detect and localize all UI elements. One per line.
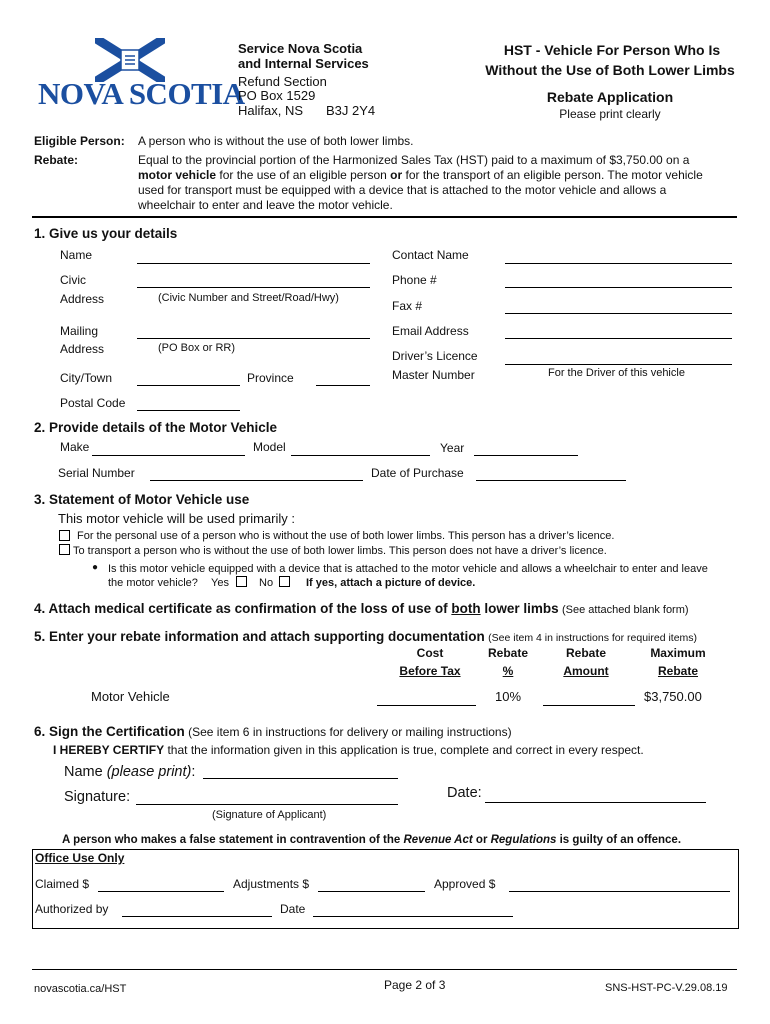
- no-checkbox[interactable]: [279, 576, 290, 587]
- sign-date-field[interactable]: [485, 802, 706, 803]
- cost-field[interactable]: [377, 705, 476, 706]
- transport-text: To transport a person who is without the use of both lower limbs. This person does not have a driver’s licence.: [73, 545, 607, 557]
- section6-title: 6. Sign the Certification (See item 6 in instructions for delivery or mailing instructions): [34, 724, 512, 739]
- fax-field[interactable]: [505, 313, 732, 314]
- usage-lead: This motor vehicle will be used primarily :: [58, 511, 295, 526]
- drivers-licence-field[interactable]: [505, 364, 732, 365]
- rebate-amount-field[interactable]: [543, 705, 635, 706]
- cost-header-2: Before Tax: [399, 664, 461, 678]
- civic-hint: (Civic Number and Street/Road/Hwy): [158, 292, 339, 304]
- mailing-address-field[interactable]: [137, 338, 370, 339]
- form-title-line1: HST - Vehicle For Person Who Is: [503, 42, 721, 58]
- office-use-box: [32, 849, 739, 929]
- office-use-title: Office Use Only: [35, 851, 125, 865]
- divider: [32, 216, 737, 218]
- make-field[interactable]: [92, 455, 245, 456]
- phone-field[interactable]: [505, 287, 732, 288]
- section1-title: 1. Give us your details: [34, 226, 178, 241]
- address-line2: PO Box 1529: [238, 88, 316, 103]
- contact-name-field[interactable]: [505, 263, 732, 264]
- print-note: Please print clearly: [559, 107, 661, 121]
- section5-title: 5. Enter your rebate information and attach supporting documentation (See item 4 in instructions for required items): [34, 629, 698, 644]
- postal-label: Postal Code: [60, 396, 126, 410]
- model-label: Model: [253, 440, 286, 454]
- rebate-pct-header-2: %: [502, 664, 514, 678]
- yes-label: Yes: [211, 577, 229, 589]
- postal-field[interactable]: [137, 410, 240, 411]
- drivers-licence-label-1: Driver’s Licence: [392, 349, 478, 363]
- org-line1: Service Nova Scotia: [238, 41, 363, 56]
- footer-divider: [32, 969, 737, 970]
- form-subtitle: Rebate Application: [546, 89, 674, 105]
- adjustments-label: Adjustments $: [233, 877, 310, 891]
- print-name-label: Name (please print):: [64, 764, 196, 780]
- section4-title: 4. Attach medical certificate as confirmation of the loss of use of both lower limbs (See attached blank form): [34, 601, 689, 616]
- serial-field[interactable]: [150, 480, 363, 481]
- logo-text: NOVA SCOTIA: [38, 76, 245, 111]
- email-label: Email Address: [392, 324, 469, 338]
- claimed-label: Claimed $: [35, 877, 90, 891]
- civic-address-label: Address: [60, 292, 105, 306]
- rebate-amount-header-2: Amount: [563, 664, 609, 678]
- form-title-line2: Without the Use of Both Lower Limbs: [485, 62, 735, 78]
- signature-hint: (Signature of Applicant): [212, 809, 327, 821]
- mailing-address-label: Address: [60, 342, 105, 356]
- max-rebate-header-1: Maximum: [650, 646, 706, 660]
- section2-title: 2. Provide details of the Motor Vehicle: [34, 420, 278, 435]
- mailing-label: Mailing: [60, 324, 99, 338]
- rebate-text-1: Equal to the provincial portion of the Harmonized Sales Tax (HST) paid to a maximum of $3,750.00 on a: [138, 153, 690, 167]
- city-field[interactable]: [137, 385, 240, 386]
- drivers-licence-hint: For the Driver of this vehicle: [548, 367, 685, 379]
- max-rebate-header-2: Rebate: [657, 664, 698, 678]
- po-hint: (PO Box or RR): [158, 342, 236, 354]
- office-date-field[interactable]: [313, 916, 513, 917]
- signature-field[interactable]: [136, 804, 398, 805]
- yes-checkbox[interactable]: [236, 576, 247, 587]
- model-field[interactable]: [291, 455, 430, 456]
- year-label: Year: [440, 441, 465, 455]
- eligible-label: Eligible Person:: [34, 134, 125, 148]
- personal-use-checkbox[interactable]: [59, 530, 70, 541]
- personal-use-text: For the personal use of a person who is without the use of both lower limbs. This person has a driver’s licence.: [77, 530, 615, 542]
- office-date-label: Date: [280, 902, 306, 916]
- approved-field[interactable]: [509, 891, 730, 892]
- approved-label: Approved $: [434, 877, 496, 891]
- date-label: Date:: [447, 785, 482, 801]
- rebate-rate: 10%: [494, 689, 522, 704]
- name-label: Name: [60, 248, 93, 262]
- province-label: Province: [247, 371, 294, 385]
- no-label: No: [259, 577, 274, 589]
- form-code: SNS-HST-PC-V.29.08.19: [605, 982, 728, 994]
- adjustments-field[interactable]: [318, 891, 425, 892]
- contact-name-label: Contact Name: [392, 248, 469, 262]
- civic-address-field[interactable]: [137, 287, 370, 288]
- email-field[interactable]: [505, 338, 732, 339]
- civic-label: Civic: [60, 273, 86, 287]
- device-question-2: the motor vehicle?: [108, 577, 198, 589]
- phone-label: Phone #: [392, 273, 437, 287]
- address-city: Halifax, NS: [238, 103, 304, 118]
- rebate-label: Rebate:: [34, 153, 79, 167]
- page-number: Page 2 of 3: [384, 978, 446, 992]
- name-field[interactable]: [137, 263, 370, 264]
- eligible-text: A person who is without the use of both lower limbs.: [138, 134, 414, 148]
- max-rebate-value: $3,750.00: [644, 689, 702, 704]
- date-purchase-field[interactable]: [476, 480, 626, 481]
- rebate-text-2: motor vehicle for the use of an eligible person or for the transport of an eligible person. The motor vehicle: [138, 168, 703, 182]
- attach-device-note: If yes, attach a picture of device.: [306, 577, 476, 589]
- make-label: Make: [60, 440, 90, 454]
- serial-label: Serial Number: [58, 466, 135, 480]
- footer-url: novascotia.ca/HST: [34, 983, 127, 995]
- address-postal: B3J 2Y4: [326, 103, 376, 118]
- drivers-licence-label-2: Master Number: [392, 368, 475, 382]
- authorized-field[interactable]: [122, 916, 272, 917]
- section3-title: 3. Statement of Motor Vehicle use: [34, 492, 250, 507]
- rebate-amount-header-1: Rebate: [565, 646, 606, 660]
- province-field[interactable]: [316, 385, 370, 386]
- authorized-label: Authorized by: [35, 902, 109, 916]
- date-purchase-label: Date of Purchase: [371, 466, 464, 480]
- motor-vehicle-label: Motor Vehicle: [91, 689, 170, 704]
- claimed-field[interactable]: [98, 891, 224, 892]
- false-statement-warning: A person who makes a false statement in contravention of the Revenue Act or Regulations is guilty of an offence.: [62, 834, 682, 846]
- bullet-icon: ●: [92, 562, 99, 573]
- year-field[interactable]: [474, 455, 578, 456]
- certify-text: I HEREBY CERTIFY that the information given in this application is true, complete and correct in every respect.: [53, 743, 644, 757]
- transport-checkbox[interactable]: [59, 544, 70, 555]
- city-label: City/Town: [60, 371, 113, 385]
- rebate-text-3: used for transport must be equipped with a device that is attached to the motor vehicle and allows a: [138, 183, 667, 197]
- fax-label: Fax #: [392, 299, 423, 313]
- rebate-pct-header-1: Rebate: [487, 646, 528, 660]
- cost-header-1: Cost: [416, 646, 444, 660]
- org-line2: and Internal Services: [238, 56, 369, 71]
- print-name-field[interactable]: [203, 778, 398, 779]
- address-line1: Refund Section: [238, 74, 327, 89]
- device-question-1: Is this motor vehicle equipped with a device that is attached to the motor vehicle and allows a wheelchair to enter and leave: [108, 563, 708, 575]
- rebate-text-4: wheelchair to enter and leave the motor vehicle.: [138, 198, 393, 212]
- signature-label: Signature:: [64, 789, 131, 805]
